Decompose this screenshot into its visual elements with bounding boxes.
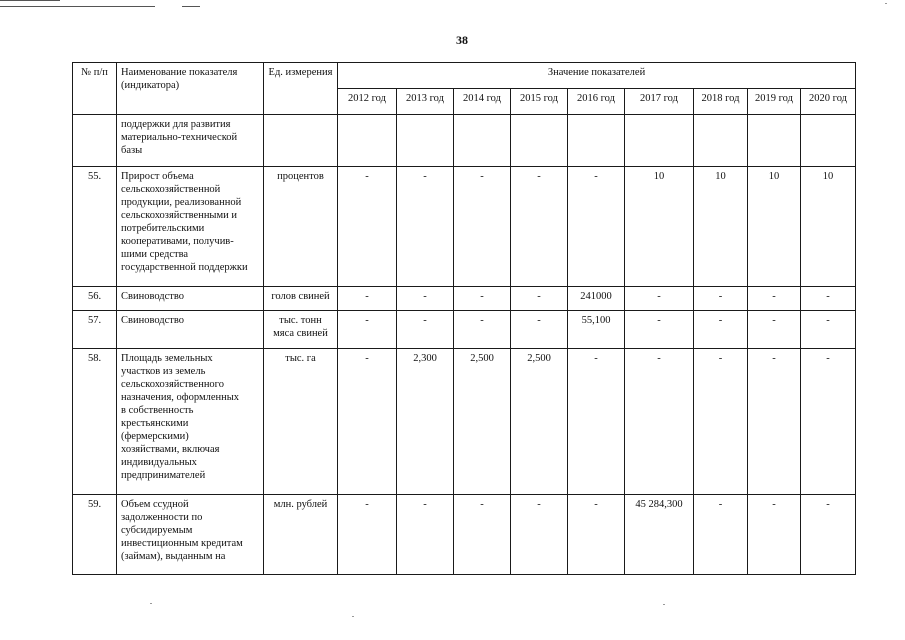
- row-value: -: [511, 311, 568, 349]
- row-value: -: [397, 287, 454, 311]
- row-unit-text: тыс. га: [285, 353, 316, 364]
- row-value: -: [454, 167, 511, 287]
- row-value: [568, 115, 625, 167]
- table-row: [73, 311, 856, 349]
- header-unit: Ед. измерения: [264, 63, 338, 115]
- row-unit: [264, 115, 338, 167]
- row-value: 10: [801, 167, 856, 287]
- row-value: -: [511, 495, 568, 575]
- row-value: -: [338, 311, 397, 349]
- scan-artifact-dot: [352, 616, 354, 617]
- row-name-text: Объем ссудной задолженности по субсидируемым инвестиционным кредитам (займам), выданным на: [121, 499, 243, 562]
- row-value: -: [397, 311, 454, 349]
- row-unit-text: голов свиней: [271, 291, 330, 302]
- row-value: [801, 115, 856, 167]
- table-row: [73, 349, 856, 495]
- row-value: -: [454, 287, 511, 311]
- row-value: 45 284,300: [625, 495, 694, 575]
- row-num: 57.: [73, 311, 117, 349]
- row-value: [694, 115, 748, 167]
- header-num: № п/п: [73, 63, 117, 115]
- row-unit: [264, 167, 338, 287]
- header-year: 2020 год: [801, 89, 856, 115]
- row-value: -: [338, 167, 397, 287]
- row-value: 10: [748, 167, 801, 287]
- row-value: -: [511, 287, 568, 311]
- row-value: -: [748, 495, 801, 575]
- row-name: [117, 311, 264, 349]
- row-name: [117, 115, 264, 167]
- row-value: -: [748, 311, 801, 349]
- row-value: -: [511, 167, 568, 287]
- row-num: [73, 115, 117, 167]
- row-value: -: [801, 349, 856, 495]
- header-year: 2019 год: [748, 89, 801, 115]
- row-value: 10: [694, 167, 748, 287]
- row-value: -: [625, 311, 694, 349]
- header-values-group: Значение показателей: [338, 63, 856, 89]
- table-row: [73, 115, 856, 167]
- row-value: 10: [625, 167, 694, 287]
- row-name-text: Свиноводство: [121, 291, 185, 302]
- header-year: 2018 год: [694, 89, 748, 115]
- header-year: 2017 год: [625, 89, 694, 115]
- row-value: [397, 115, 454, 167]
- row-name: [117, 287, 264, 311]
- row-value: -: [568, 495, 625, 575]
- row-unit-text: млн. рублей: [273, 499, 328, 510]
- row-value: -: [338, 349, 397, 495]
- row-value: [625, 115, 694, 167]
- row-num: 55.: [73, 167, 117, 287]
- row-value: 2,300: [397, 349, 454, 495]
- row-value: -: [625, 349, 694, 495]
- row-value: -: [338, 287, 397, 311]
- row-value: -: [625, 287, 694, 311]
- table-row: [73, 287, 856, 311]
- row-value: 55,100: [568, 311, 625, 349]
- header-year: 2012 год: [338, 89, 397, 115]
- row-name-text: Прирост объема сельскохозяйственной продукции, реализованной сельскохозяйственными и потребительскими кооперативами, получив- шими средства государственной поддержки: [121, 171, 248, 273]
- row-value: -: [454, 311, 511, 349]
- header-name: Наименование показателя (индикатора): [117, 63, 264, 115]
- scan-artifact-line: [0, 0, 60, 1]
- row-name-text: Площадь земельных участков из земель сельскохозяйственного назначения, оформленных в собственность крестьянскими (фермерскими) хозяйствами, включая индивидуальных предпринимателей: [121, 353, 240, 481]
- header-year: 2015 год: [511, 89, 568, 115]
- row-name-text: Свиноводство: [121, 315, 185, 326]
- row-unit: [264, 349, 338, 495]
- row-name: [117, 167, 264, 287]
- row-num: 58.: [73, 349, 117, 495]
- scan-artifact-dot: [663, 604, 665, 605]
- row-unit-text: тыс. тонн мяса свиней: [273, 315, 328, 339]
- header-year: 2013 год: [397, 89, 454, 115]
- row-value: -: [397, 167, 454, 287]
- scan-artifact-dot: [150, 603, 152, 604]
- indicators-table: [72, 62, 856, 575]
- row-value: -: [568, 167, 625, 287]
- row-value: -: [694, 349, 748, 495]
- row-value: -: [801, 311, 856, 349]
- row-value: -: [397, 495, 454, 575]
- page-number: 38: [456, 33, 468, 47]
- table-row: [73, 167, 856, 287]
- table-row: [73, 495, 856, 575]
- row-unit-text: процентов: [277, 171, 324, 182]
- row-value: -: [801, 287, 856, 311]
- row-num: 59.: [73, 495, 117, 575]
- row-value: -: [801, 495, 856, 575]
- row-name: [117, 349, 264, 495]
- scan-artifact-dot: [885, 3, 887, 4]
- row-value: 2,500: [511, 349, 568, 495]
- row-value: [338, 115, 397, 167]
- row-value: -: [748, 287, 801, 311]
- row-value: -: [748, 349, 801, 495]
- row-value: 241000: [568, 287, 625, 311]
- row-value: [511, 115, 568, 167]
- scan-artifact-line: [182, 6, 200, 7]
- row-value: -: [454, 495, 511, 575]
- row-value: -: [694, 287, 748, 311]
- header-year: 2016 год: [568, 89, 625, 115]
- row-unit: [264, 287, 338, 311]
- row-value: 2,500: [454, 349, 511, 495]
- row-value: -: [694, 495, 748, 575]
- row-name-text: поддержки для развития материально-технической базы: [121, 119, 238, 156]
- row-value: -: [568, 349, 625, 495]
- row-value: -: [338, 495, 397, 575]
- row-value: [748, 115, 801, 167]
- row-unit: [264, 311, 338, 349]
- row-name: [117, 495, 264, 575]
- row-value: [454, 115, 511, 167]
- scan-artifact-line: [0, 6, 155, 7]
- row-value: -: [694, 311, 748, 349]
- row-unit: [264, 495, 338, 575]
- row-num: 56.: [73, 287, 117, 311]
- header-year: 2014 год: [454, 89, 511, 115]
